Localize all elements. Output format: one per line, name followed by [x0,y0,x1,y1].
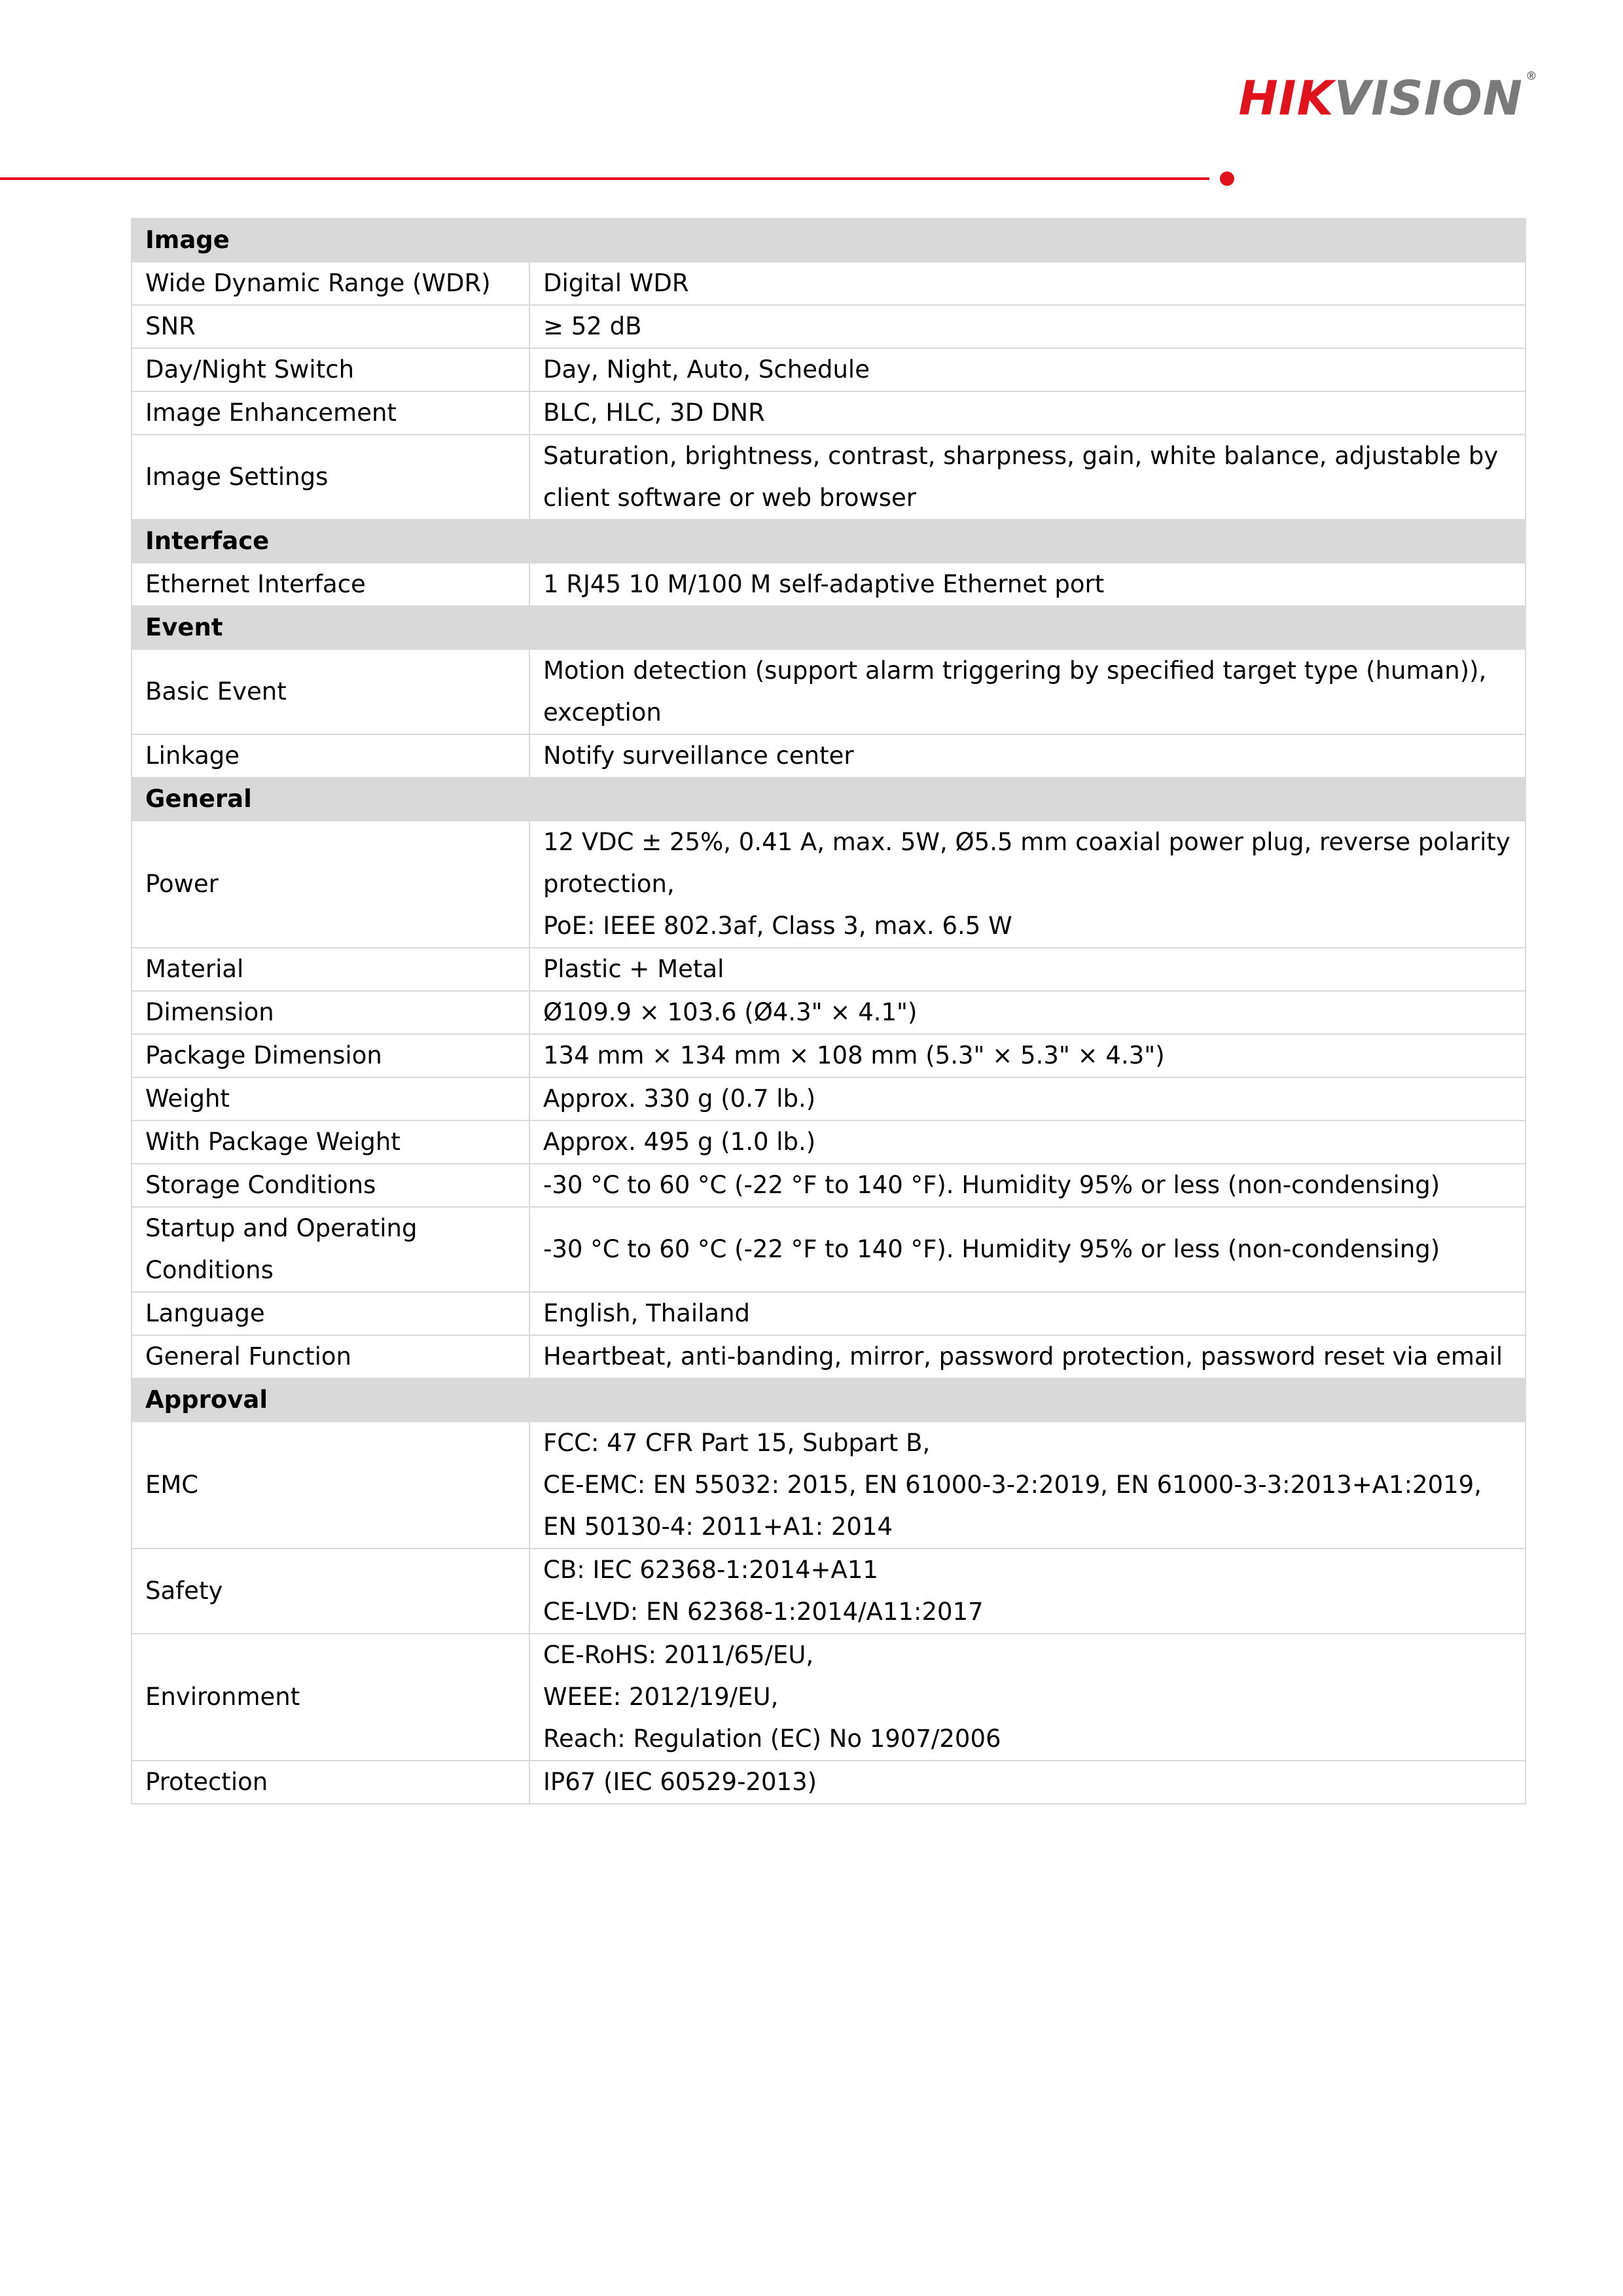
spec-label: Storage Conditions [132,1164,529,1207]
spec-label: Day/Night Switch [132,348,529,391]
spec-value-line: Approx. 495 g (1.0 lb.) [543,1128,816,1156]
spec-label: Basic Event [132,649,529,734]
spec-label: With Package Weight [132,1121,529,1164]
spec-value [529,1207,1525,1292]
spec-value [529,1292,1525,1335]
spec-label: Image Settings [132,435,529,520]
spec-row [132,348,1525,391]
spec-value [529,734,1525,778]
spec-row [132,1121,1525,1164]
section-title: Interface [132,520,1525,563]
spec-value [529,1761,1525,1804]
spec-value-line: PoE: IEEE 802.3af, Class 3, max. 6.5 W [543,912,1012,940]
spec-row [132,1164,1525,1207]
spec-row [132,649,1525,734]
spec-value-line: 134 mm × 134 mm × 108 mm (5.3" × 5.3" × 4.3") [543,1041,1165,1069]
spec-row [132,563,1525,606]
spec-value-line: Heartbeat, anti-banding, mirror, password protection, password reset via email [543,1342,1503,1371]
spec-row [132,1422,1525,1549]
spec-label: EMC [132,1422,529,1549]
spec-table-body [132,219,1525,1804]
spec-value-line: Saturation, brightness, contrast, sharpness, gain, white balance, adjustable by client software or web browser [543,442,1499,512]
spec-value [529,991,1525,1034]
spec-value [529,948,1525,991]
spec-value-line: Notify surveillance center [543,742,854,770]
spec-value-line: Motion detection (support alarm triggering by specified target type (human)), exception [543,656,1487,726]
spec-row [132,391,1525,435]
section-title: Image [132,219,1525,262]
spec-value-line: IP67 (IEC 60529-2013) [543,1768,817,1796]
spec-value [529,391,1525,435]
spec-value [529,563,1525,606]
spec-row [132,1034,1525,1077]
spec-value [529,1422,1525,1549]
section-title: Approval [132,1378,1525,1422]
spec-value-line: -30 °C to 60 °C (-22 °F to 140 °F). Humidity 95% or less (non-condensing) [543,1171,1440,1199]
spec-value [529,1121,1525,1164]
spec-label: Weight [132,1077,529,1121]
spec-label: Protection [132,1761,529,1804]
section-header-row [132,219,1525,262]
section-header-row [132,778,1525,821]
spec-label: Safety [132,1549,529,1634]
spec-row [132,991,1525,1034]
spec-label: Dimension [132,991,529,1034]
section-title: Event [132,606,1525,649]
spec-value-line: FCC: 47 CFR Part 15, Subpart B, [543,1429,931,1457]
spec-value-line: CE-RoHS: 2011/65/EU, [543,1641,814,1669]
spec-value [529,305,1525,348]
header-divider-dot [1220,171,1234,186]
spec-row [132,1335,1525,1378]
spec-label: SNR [132,305,529,348]
spec-value [529,1549,1525,1634]
registered-mark: ® [1525,69,1538,83]
section-title: General [132,778,1525,821]
spec-label: Image Enhancement [132,391,529,435]
spec-label: Startup and Operating Conditions [132,1207,529,1292]
logo-text-gray: VISION [1334,71,1523,126]
spec-label: Language [132,1292,529,1335]
spec-label: Power [132,821,529,948]
section-header-row [132,606,1525,649]
spec-label: Environment [132,1634,529,1761]
spec-value [529,1164,1525,1207]
spec-value-line: 1 RJ45 10 M/100 M self-adaptive Ethernet port [543,570,1105,598]
spec-value [529,649,1525,734]
spec-value-line: Plastic + Metal [543,955,724,983]
spec-row [132,1292,1525,1335]
spec-value [529,1634,1525,1761]
spec-row [132,948,1525,991]
spec-value [529,821,1525,948]
spec-row [132,305,1525,348]
spec-value-line: Reach: Regulation (EC) No 1907/2006 [543,1725,1001,1753]
spec-value [529,1077,1525,1121]
spec-row [132,821,1525,948]
spec-label: General Function [132,1335,529,1378]
section-header-row [132,1378,1525,1422]
spec-value-line: BLC, HLC, 3D DNR [543,399,765,427]
spec-row [132,1634,1525,1761]
spec-row [132,1207,1525,1292]
spec-value-line: Digital WDR [543,269,689,297]
logo-text-red: HIK [1238,71,1334,126]
spec-value-line: ≥ 52 dB [543,312,642,340]
spec-table [131,218,1526,1804]
spec-value-line: Approx. 330 g (0.7 lb.) [543,1085,816,1113]
header-divider [0,177,1209,180]
spec-value-line: Day, Night, Auto, Schedule [543,355,870,384]
spec-row [132,734,1525,778]
spec-label: Wide Dynamic Range (WDR) [132,262,529,305]
spec-row [132,435,1525,520]
spec-label: Package Dimension [132,1034,529,1077]
spec-row [132,262,1525,305]
spec-row [132,1761,1525,1804]
spec-value-line: Ø109.9 × 103.6 (Ø4.3" × 4.1") [543,998,918,1026]
spec-label: Linkage [132,734,529,778]
spec-value [529,262,1525,305]
spec-value [529,1034,1525,1077]
section-header-row [132,520,1525,563]
brand-logo [1239,71,1538,126]
spec-value-line: WEEE: 2012/19/EU, [543,1683,779,1711]
spec-label: Ethernet Interface [132,563,529,606]
spec-row [132,1549,1525,1634]
spec-value-line: CE-LVD: EN 62368-1:2014/A11:2017 [543,1598,984,1626]
spec-value-line: 12 VDC ± 25%, 0.41 A, max. 5W, Ø5.5 mm coaxial power plug, reverse polarity protection, [543,828,1510,898]
spec-value-line: CE-EMC: EN 55032: 2015, EN 61000-3-2:2019, EN 61000-3-3:2013+A1:2019, EN 50130-4: 2011+A1: 2014 [543,1471,1482,1541]
spec-value-line: English, Thailand [543,1299,751,1327]
spec-value-line: CB: IEC 62368-1:2014+A11 [543,1556,878,1584]
spec-value [529,348,1525,391]
spec-value [529,1335,1525,1378]
spec-label: Material [132,948,529,991]
spec-value [529,435,1525,520]
spec-value-line: -30 °C to 60 °C (-22 °F to 140 °F). Humidity 95% or less (non-condensing) [543,1235,1440,1263]
spec-row [132,1077,1525,1121]
